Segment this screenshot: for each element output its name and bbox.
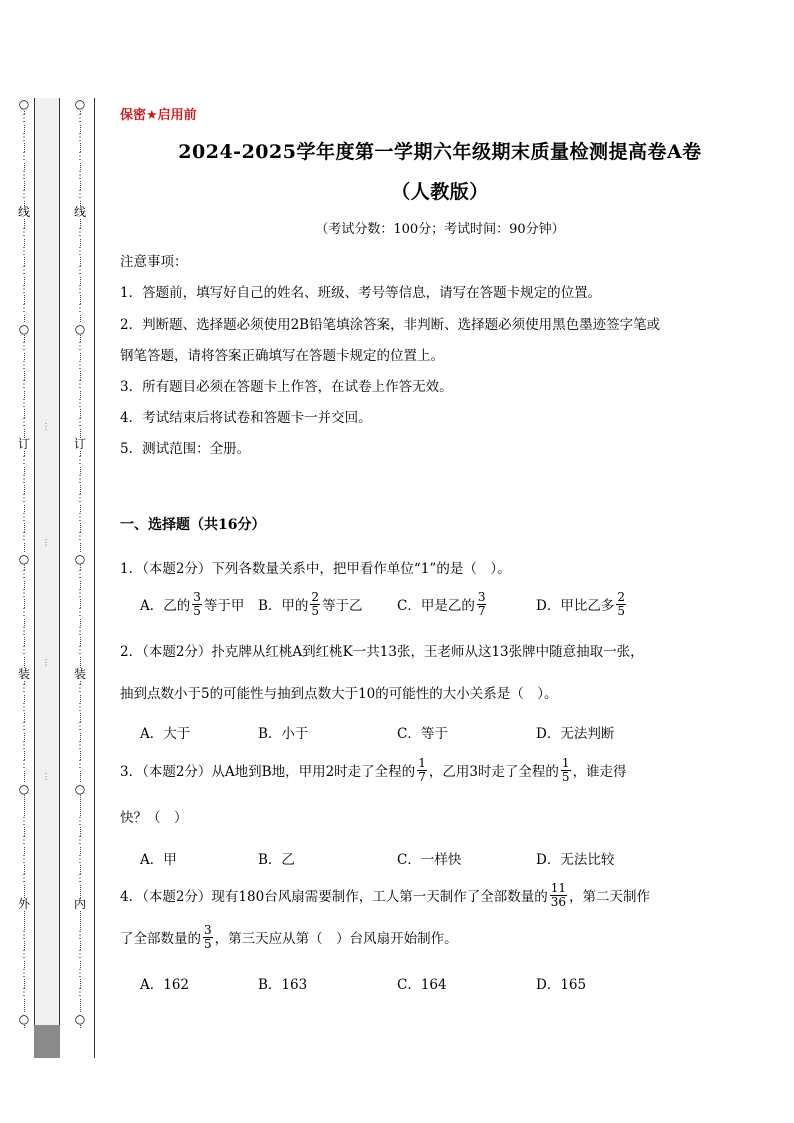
dot-leader: ⋮ — [70, 152, 90, 162]
dot-leader: ⋮ — [14, 570, 34, 580]
circle-mark: ○ — [70, 783, 90, 795]
option-b: B．小于 — [258, 726, 309, 742]
fraction — [310, 591, 320, 617]
dot-leader: ⋮ — [70, 760, 90, 770]
question-3-stem — [120, 757, 627, 783]
option-a: A．大于 — [140, 726, 191, 742]
denominator: 7 — [418, 769, 426, 784]
denominator: 5 — [311, 603, 320, 618]
question-3-stem: 快？（ ） — [120, 810, 188, 826]
dot-leader: ⋮ — [70, 342, 90, 352]
question-2-stem: 2．（本题2分）扑克牌从红桃A到红桃K一共13张，王老师从这13张牌中随意抽取一张， — [120, 644, 644, 660]
dot-leader: ⋮ — [70, 703, 90, 713]
dot-leader: ⋮ — [14, 722, 34, 732]
circle-mark: ○ — [14, 1013, 34, 1025]
fraction — [203, 924, 213, 950]
dot-leader: ⋮ — [70, 171, 90, 181]
option-d: D．165 — [536, 977, 587, 993]
fraction — [417, 757, 427, 783]
circle-mark: ○ — [70, 323, 90, 335]
dot-leader: ⋮ — [14, 304, 34, 314]
stem-text: ，第三天应从第（ ）台风扇开始制作。 — [214, 931, 458, 948]
circle-mark: ○ — [14, 783, 34, 795]
strip-mark: ⋮ — [42, 422, 50, 431]
question-2-stem: 抽到点数小于5的可能性与抽到点数大于10的可能性的大小关系是（ ）。 — [120, 686, 558, 702]
dot-leader: ⋮ — [14, 152, 34, 162]
denominator: 5 — [204, 936, 212, 951]
notice-item: 2．判断题、选择题必须使用2B铅笔填涂答案，非判断、选择题必须使用黑色墨迹签字笔或 — [120, 317, 661, 333]
stem-text: 4．（本题2分）现有180台风扇需要制作，工人第一天制作了全部数量的 — [120, 889, 548, 906]
dot-leader: ⋮ — [14, 969, 34, 979]
option-c: C．164 — [397, 977, 447, 993]
dot-leader: ⋮ — [14, 646, 34, 656]
binding-char: 线 — [70, 206, 90, 218]
dot-leader: ⋮ — [14, 456, 34, 466]
numerator: 1 — [561, 756, 570, 770]
dot-leader: ⋮ — [70, 475, 90, 485]
dot-leader: ⋮ — [14, 171, 34, 181]
dot-leader: ⋮ — [14, 608, 34, 618]
stem-text: ，第二天制作 — [568, 889, 650, 906]
gray-name-strip — [34, 98, 60, 1058]
gray-strip-block — [34, 1025, 60, 1058]
denominator: 7 — [477, 603, 486, 618]
fraction — [192, 591, 202, 617]
dot-leader: ⋮ — [70, 988, 90, 998]
dot-leader: ⋮ — [14, 855, 34, 865]
numerator: 3 — [477, 590, 486, 604]
dot-leader: ⋮ — [70, 266, 90, 276]
dot-leader: ⋮ — [14, 285, 34, 295]
dot-leader: ⋮ — [14, 266, 34, 276]
dot-leader: ⋮ — [14, 133, 34, 143]
circle-mark: ○ — [70, 1013, 90, 1025]
dot-leader: ⋮ — [70, 228, 90, 238]
option-text: C．甲是乙的 — [397, 598, 475, 615]
dot-leader: ⋮ — [14, 494, 34, 504]
section-title: 一、选择题（共16分） — [120, 517, 266, 533]
dot-leader: ⋮ — [70, 817, 90, 827]
circle-mark: ○ — [14, 98, 34, 110]
dot-leader: ⋮ — [14, 361, 34, 371]
option-c — [397, 591, 488, 617]
numerator: 11 — [550, 881, 566, 895]
option-text: 等于甲 — [203, 598, 245, 615]
binding-char: 线 — [14, 206, 34, 218]
dot-leader: ⋮ — [14, 950, 34, 960]
dot-leader: ⋮ — [14, 114, 34, 124]
dot-leader: ⋮ — [14, 684, 34, 694]
option-a: A．甲 — [140, 852, 177, 868]
binding-char: 订 — [14, 438, 34, 450]
dot-leader: ⋮ — [14, 247, 34, 257]
strip-mark: ⋮ — [42, 658, 50, 667]
numerator: 3 — [193, 590, 201, 604]
dot-leader: ⋮ — [70, 589, 90, 599]
dot-leader: ⋮ — [14, 418, 34, 428]
denominator: 36 — [550, 894, 566, 909]
dot-leader: ⋮ — [14, 380, 34, 390]
binding-char: 外 — [14, 898, 34, 910]
option-b: B．乙 — [258, 852, 295, 868]
circle-mark: ○ — [70, 98, 90, 110]
dot-leader: ⋮ — [14, 836, 34, 846]
dot-leader: ⋮ — [14, 760, 34, 770]
notice-item: 5．测试范围：全册。 — [120, 441, 251, 457]
notice-item: 4．考试结束后将试卷和答题卡一并交回。 — [120, 410, 372, 426]
dot-leader: ⋮ — [70, 931, 90, 941]
fraction — [477, 591, 487, 617]
option-text: A．乙的 — [140, 598, 191, 615]
binding-rule — [94, 98, 95, 1058]
fraction — [616, 591, 626, 617]
dot-leader: ⋮ — [70, 741, 90, 751]
question-4-stem — [120, 924, 458, 950]
binding-char: 装 — [70, 668, 90, 680]
dot-leader: ⋮ — [70, 513, 90, 523]
confidential-label: 保密★启用前 — [120, 108, 197, 123]
option-d — [536, 591, 628, 617]
question-1-stem: 1．（本题2分）下列各数量关系中，把甲看作单位“1”的是（ ）。 — [120, 561, 511, 577]
circle-mark: ○ — [70, 553, 90, 565]
dot-leader: ⋮ — [14, 532, 34, 542]
dot-leader: ⋮ — [14, 874, 34, 884]
stem-text: 了全部数量的 — [120, 931, 201, 948]
denominator: 5 — [193, 603, 201, 618]
option-text: D．甲比乙多 — [536, 598, 615, 615]
option-d: D．无法判断 — [536, 726, 615, 742]
dot-leader: ⋮ — [70, 133, 90, 143]
option-b — [258, 591, 363, 617]
dot-leader: ⋮ — [14, 988, 34, 998]
exam-info: （考试分数：100分；考试时间：90分钟） — [315, 222, 565, 237]
dot-leader: ⋮ — [14, 627, 34, 637]
dot-leader: ⋮ — [70, 969, 90, 979]
dot-leader: ⋮ — [70, 418, 90, 428]
dot-leader: ⋮ — [14, 817, 34, 827]
option-b: B．163 — [258, 977, 308, 993]
dot-leader: ⋮ — [70, 532, 90, 542]
dot-leader: ⋮ — [14, 190, 34, 200]
dot-leader: ⋮ — [70, 608, 90, 618]
fraction — [561, 757, 571, 783]
dot-leader: ⋮ — [70, 950, 90, 960]
dot-leader: ⋮ — [70, 874, 90, 884]
question-1-options — [140, 591, 700, 621]
option-c: C．等于 — [397, 726, 448, 742]
notice-item: 1．答题前，填写好自己的姓名、班级、考号等信息，请写在答题卡规定的位置。 — [120, 285, 602, 301]
dot-leader: ⋮ — [70, 855, 90, 865]
option-text: 等于乙 — [322, 598, 363, 615]
dot-leader: ⋮ — [70, 285, 90, 295]
dot-leader: ⋮ — [70, 361, 90, 371]
dot-leader: ⋮ — [14, 703, 34, 713]
option-text: B．甲的 — [258, 598, 309, 615]
binding-char: 订 — [70, 438, 90, 450]
denominator: 5 — [561, 769, 570, 784]
dot-leader: ⋮ — [70, 684, 90, 694]
question-4-options — [140, 973, 700, 1003]
binding-char: 装 — [14, 668, 34, 680]
circle-mark: ○ — [14, 323, 34, 335]
dot-leader: ⋮ — [14, 931, 34, 941]
dot-leader: ⋮ — [14, 399, 34, 409]
dot-leader: ⋮ — [14, 589, 34, 599]
circle-mark: ○ — [14, 553, 34, 565]
dot-leader: ⋮ — [70, 836, 90, 846]
numerator: 1 — [418, 756, 426, 770]
notice-heading: 注意事项： — [120, 254, 188, 270]
dot-leader: ⋮ — [70, 722, 90, 732]
denominator: 5 — [617, 603, 625, 618]
dot-leader: ⋮ — [70, 380, 90, 390]
dot-leader: ⋮ — [14, 741, 34, 751]
stem-text: ，谁走得 — [572, 764, 627, 781]
stem-text: ，乙用3时走了全程的 — [428, 764, 559, 781]
dot-leader: ⋮ — [70, 114, 90, 124]
binding-margin — [0, 0, 96, 1123]
numerator: 3 — [204, 923, 212, 937]
fraction — [550, 882, 567, 908]
strip-mark: ⋮ — [42, 538, 50, 547]
dot-leader: ⋮ — [70, 247, 90, 257]
dot-leader: ⋮ — [70, 456, 90, 466]
exam-title: 2024-2025学年度第一学期六年级期末质量检测提高卷A卷 — [178, 141, 702, 163]
dot-leader: ⋮ — [70, 627, 90, 637]
question-3-options — [140, 848, 700, 878]
exam-title-edition: （人教版） — [391, 181, 489, 203]
question-2-options — [140, 722, 700, 752]
stem-text: 3．（本题2分）从A地到B地，甲用2时走了全程的 — [120, 764, 416, 781]
binding-char: 内 — [70, 898, 90, 910]
notice-item: 3．所有题目必须在答题卡上作答，在试卷上作答无效。 — [120, 379, 453, 395]
dot-leader: ⋮ — [14, 342, 34, 352]
dot-leader: ⋮ — [70, 399, 90, 409]
option-d: D．无法比较 — [536, 852, 615, 868]
numerator: 2 — [617, 590, 625, 604]
dot-leader: ⋮ — [70, 570, 90, 580]
dot-leader: ⋮ — [14, 513, 34, 523]
dot-leader: ⋮ — [14, 475, 34, 485]
option-c: C．一样快 — [397, 852, 462, 868]
dot-leader: ⋮ — [70, 304, 90, 314]
question-4-stem — [120, 882, 650, 908]
dot-leader: ⋮ — [70, 190, 90, 200]
dot-leader: ⋮ — [14, 228, 34, 238]
strip-mark: ⋮ — [42, 772, 50, 781]
dot-leader: ⋮ — [70, 646, 90, 656]
option-a: A．162 — [140, 977, 190, 993]
notice-item: 钢笔答题，请将答案正确填写在答题卡规定的位置上。 — [120, 348, 444, 364]
numerator: 2 — [311, 590, 320, 604]
dot-leader: ⋮ — [70, 494, 90, 504]
option-a — [140, 591, 244, 617]
